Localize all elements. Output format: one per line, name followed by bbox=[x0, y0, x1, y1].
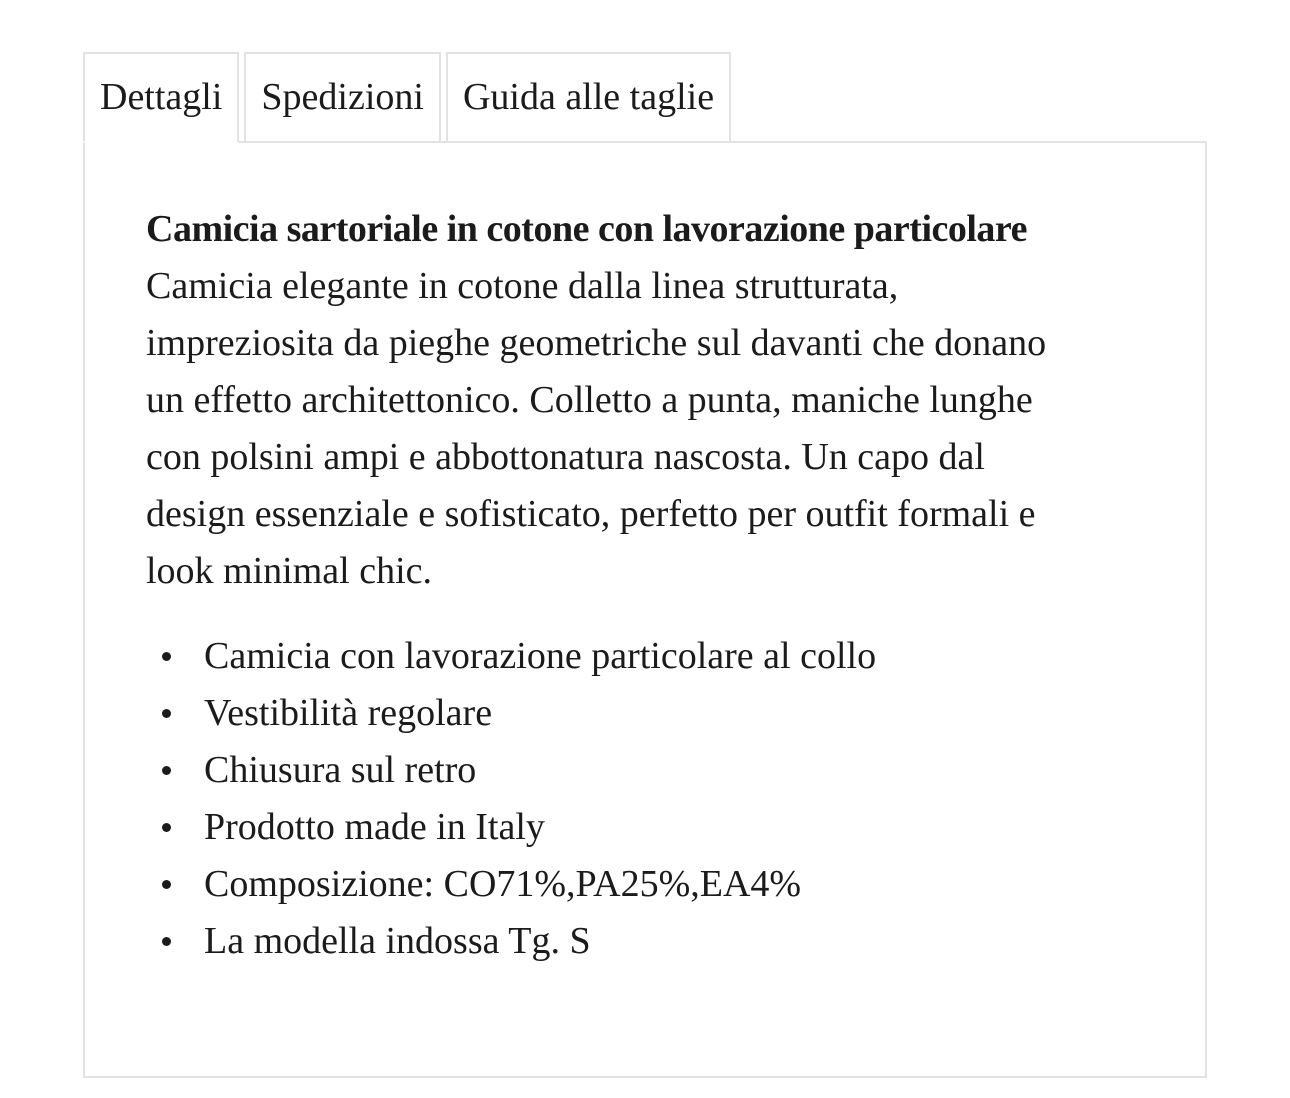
product-title: Camicia sartoriale in cotone con lavorazione particolare bbox=[146, 208, 1027, 250]
description-line: Camicia elegante in cotone dalla linea strutturata, bbox=[146, 265, 899, 307]
bullet-icon bbox=[162, 937, 171, 946]
list-item bbox=[204, 799, 1147, 856]
tab-panel-dettagli bbox=[83, 141, 1207, 1078]
bullet-icon bbox=[162, 652, 171, 661]
description-line: look minimal chic. bbox=[146, 550, 433, 592]
feature-list bbox=[146, 628, 1147, 970]
list-item bbox=[204, 628, 1147, 685]
list-item-label: Vestibilità regolare bbox=[204, 692, 493, 734]
list-item-label: Chiusura sul retro bbox=[204, 749, 477, 791]
tab-bar bbox=[83, 52, 1207, 143]
description-line: con polsini ampi e abbottonatura nascosta. Un capo dal bbox=[146, 436, 985, 478]
list-item bbox=[204, 856, 1147, 913]
bullet-icon bbox=[162, 709, 171, 718]
list-item bbox=[204, 685, 1147, 742]
list-item-label: Prodotto made in Italy bbox=[204, 806, 545, 848]
tab-dettagli[interactable]: Dettagli bbox=[83, 52, 239, 143]
tab-spedizioni[interactable]: Spedizioni bbox=[244, 52, 441, 143]
product-details-widget bbox=[83, 52, 1207, 1078]
list-item bbox=[204, 742, 1147, 799]
list-item-label: Camicia con lavorazione particolare al collo bbox=[204, 635, 877, 677]
product-description bbox=[146, 258, 1147, 600]
description-line: un effetto architettonico. Colletto a punta, maniche lunghe bbox=[146, 379, 1033, 421]
bullet-icon bbox=[162, 766, 171, 775]
bullet-icon bbox=[162, 880, 171, 889]
list-item-label: La modella indossa Tg. S bbox=[204, 920, 591, 962]
list-item bbox=[204, 913, 1147, 970]
description-line: design essenziale e sofisticato, perfetto per outfit formali e bbox=[146, 493, 1036, 535]
bullet-icon bbox=[162, 823, 171, 832]
list-item-label: Composizione: CO71%,PA25%,EA4% bbox=[204, 863, 802, 905]
description-line: impreziosita da pieghe geometriche sul davanti che donano bbox=[146, 322, 1047, 364]
tab-guida-alle-taglie[interactable]: Guida alle taglie bbox=[446, 52, 731, 143]
